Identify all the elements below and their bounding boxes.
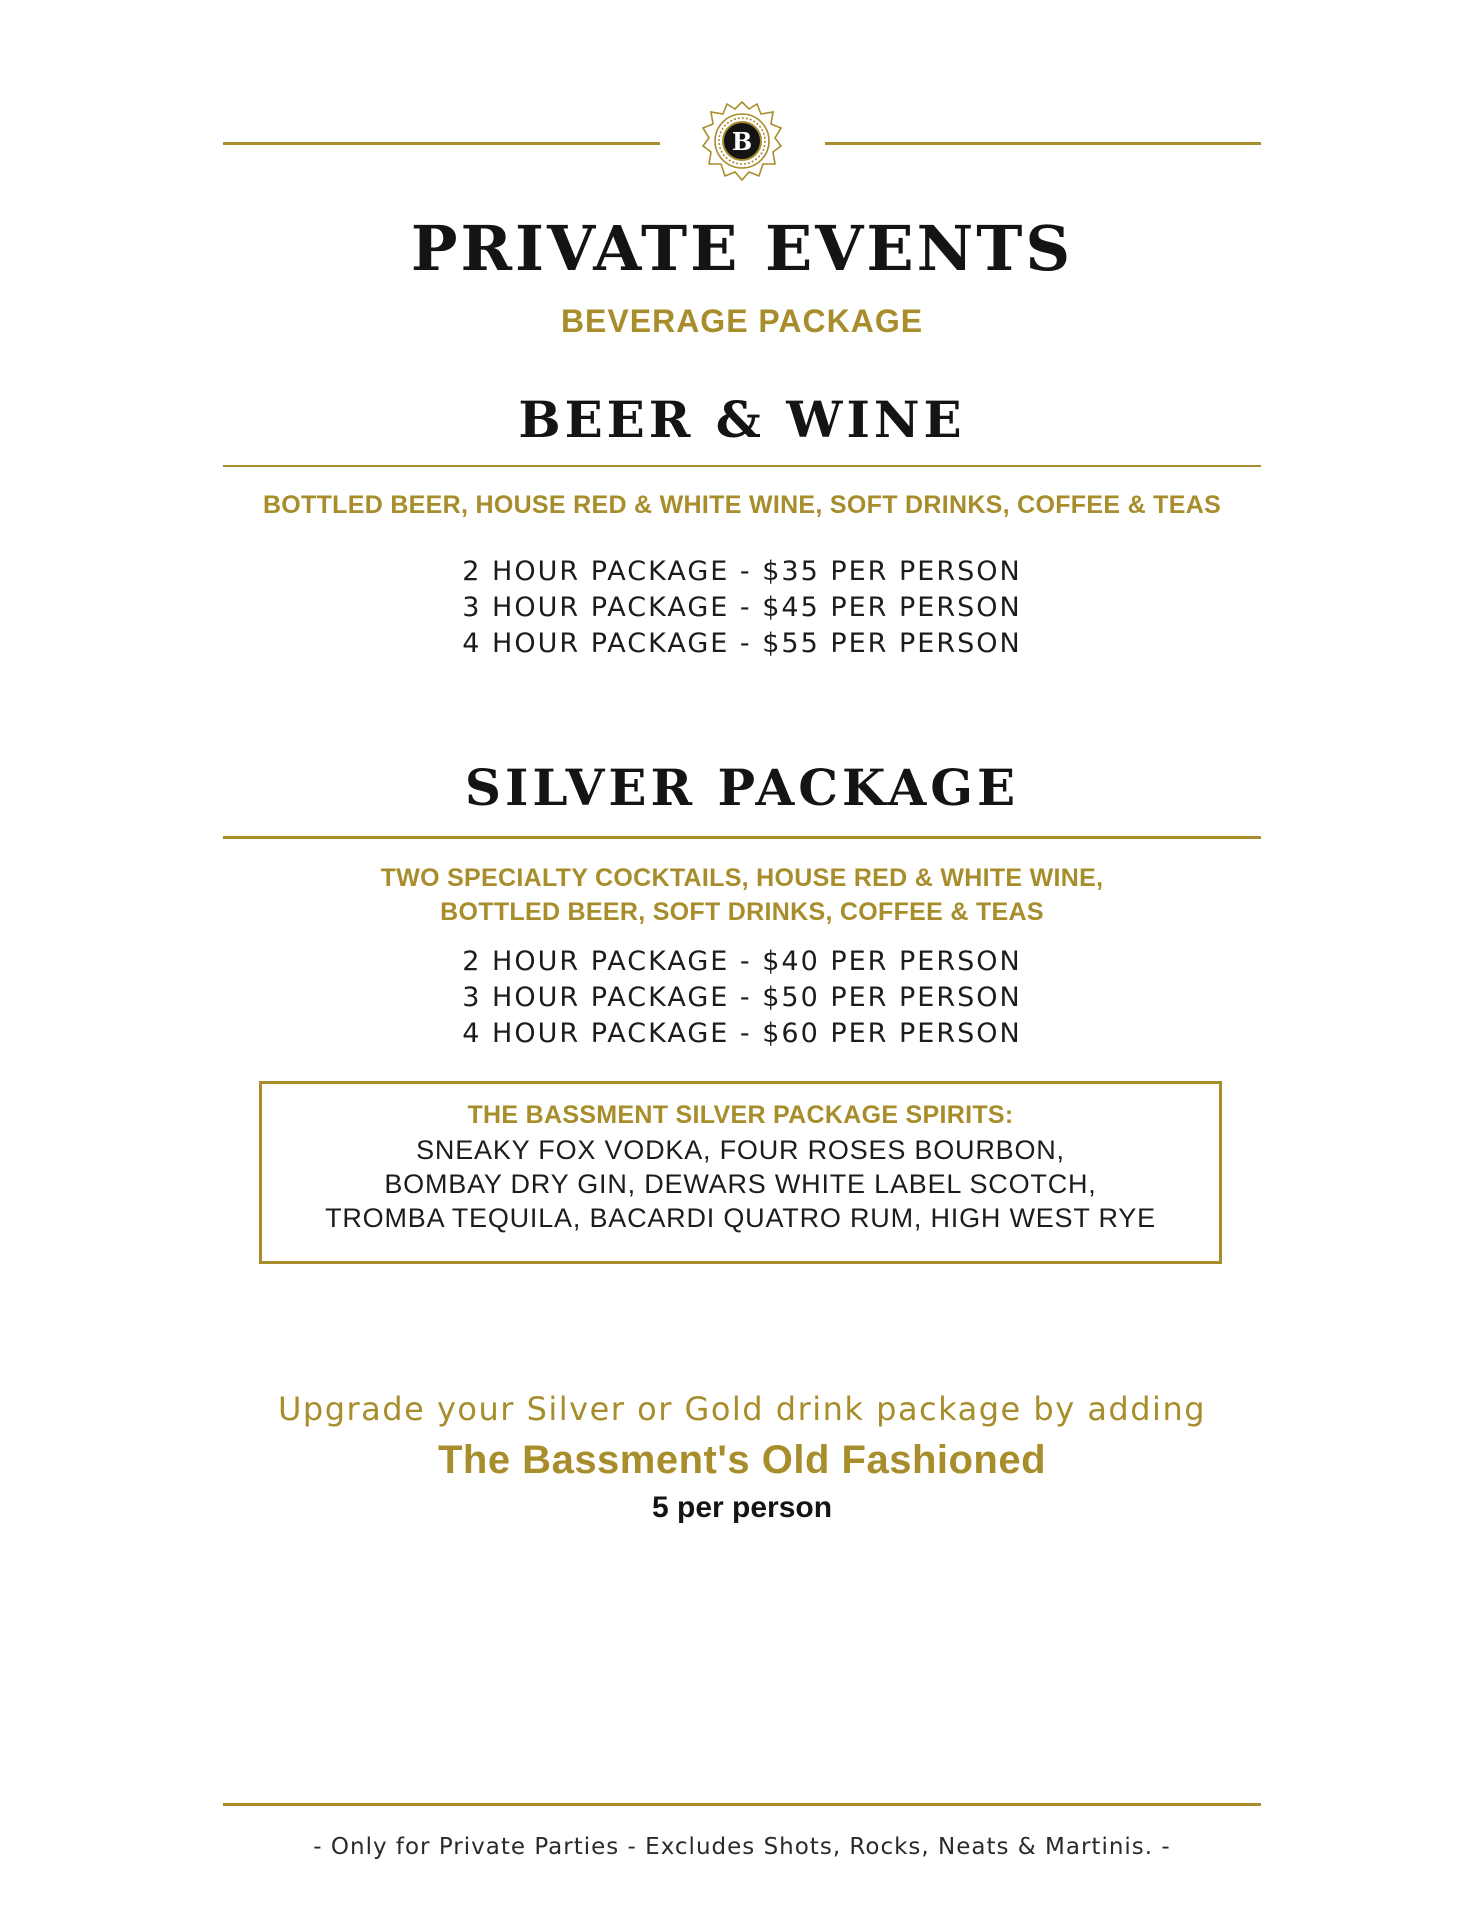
page-title: PRIVATE EVENTS [410, 212, 1074, 285]
upgrade-name: The Bassment's Old Fashioned [437, 1438, 1047, 1482]
beer-wine-rule [223, 465, 1261, 467]
beer-wine-title: BEER & WINE [518, 390, 966, 449]
beer-wine-price-2h: 2 HOUR PACKAGE - $35 PER PERSON [462, 556, 1022, 587]
spirits-heading: THE BASSMENT SILVER PACKAGE SPIRITS: [467, 1101, 1014, 1129]
beer-wine-price-3h: 3 HOUR PACKAGE - $45 PER PERSON [462, 592, 1022, 623]
silver-price-4h: 4 HOUR PACKAGE - $60 PER PERSON [462, 1018, 1022, 1049]
spirits-line-2: BOMBAY DRY GIN, DEWARS WHITE LABEL SCOTCH, [384, 1169, 1097, 1199]
upgrade-intro: Upgrade your Silver or Gold drink package by adding [277, 1390, 1207, 1428]
top-rule-left [223, 142, 660, 145]
spirits-line-3: TROMBA TEQUILA, BACARDI QUATRO RUM, HIGH WEST RYE [325, 1203, 1156, 1233]
top-rule-right [825, 142, 1261, 145]
silver-price-3h: 3 HOUR PACKAGE - $50 PER PERSON [462, 982, 1022, 1013]
upgrade-price: 5 per person [651, 1491, 833, 1524]
bassment-crest-logo-icon [701, 100, 783, 182]
beer-wine-price-4h: 4 HOUR PACKAGE - $55 PER PERSON [462, 628, 1022, 659]
svg-text:B: B [731, 127, 753, 156]
page-subtitle: BEVERAGE PACKAGE [560, 303, 924, 339]
footer-rule [223, 1803, 1261, 1806]
beer-wine-includes: BOTTLED BEER, HOUSE RED & WHITE WINE, SOFT DRINKS, COFFEE & TEAS [262, 491, 1222, 519]
silver-package-rule [223, 836, 1261, 839]
footer-note: - Only for Private Parties - Excludes Shots, Rocks, Neats & Martinis. - [313, 1834, 1171, 1860]
silver-package-title: SILVER PACKAGE [464, 758, 1020, 817]
silver-includes-line-2: BOTTLED BEER, SOFT DRINKS, COFFEE & TEAS [440, 898, 1044, 926]
spirits-line-1: SNEAKY FOX VODKA, FOUR ROSES BOURBON, [416, 1135, 1065, 1165]
silver-spirits-box [259, 1081, 1222, 1264]
silver-includes-line-1: TWO SPECIALTY COCKTAILS, HOUSE RED & WHITE WINE, [380, 864, 1104, 892]
silver-price-2h: 2 HOUR PACKAGE - $40 PER PERSON [462, 946, 1022, 977]
